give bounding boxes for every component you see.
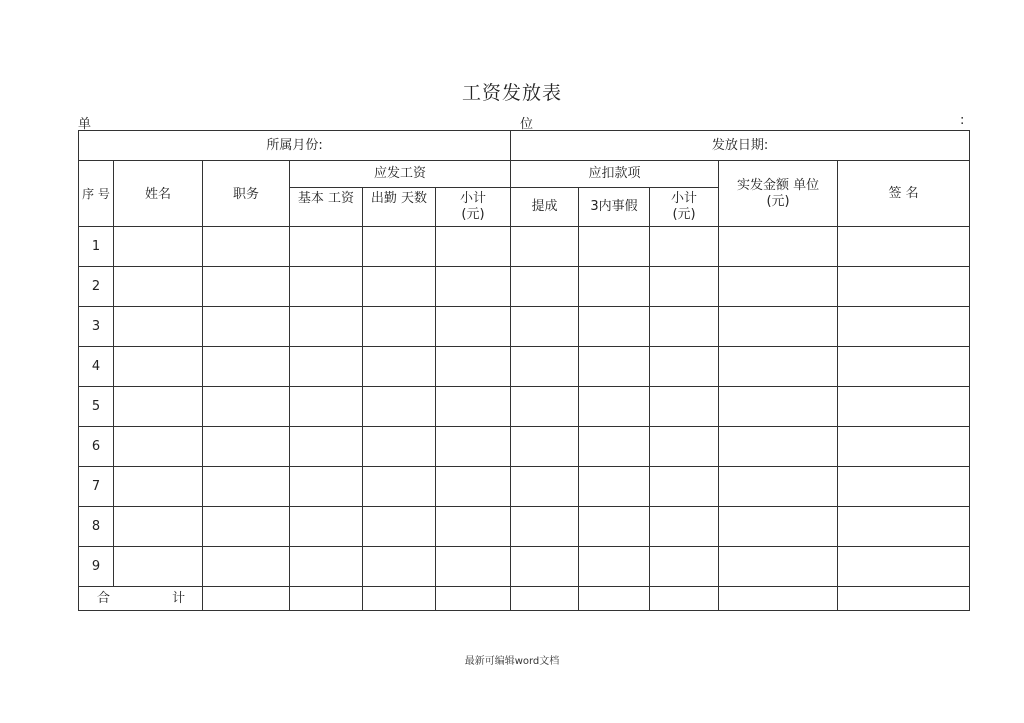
row-number: 5 [79, 387, 114, 427]
table-cell[interactable] [719, 507, 838, 547]
table-cell[interactable] [579, 507, 650, 547]
table-cell[interactable] [650, 387, 719, 427]
table-cell[interactable] [838, 267, 970, 307]
table-cell[interactable] [650, 307, 719, 347]
table-cell[interactable] [363, 427, 436, 467]
total-cell[interactable] [511, 587, 579, 611]
table-cell[interactable] [838, 387, 970, 427]
header-payable-group: 应发工资 [290, 161, 511, 188]
table-row [79, 507, 970, 547]
table-cell[interactable] [579, 267, 650, 307]
total-row [79, 587, 970, 611]
table-row [79, 307, 970, 347]
table-cell[interactable] [363, 387, 436, 427]
table-cell[interactable] [511, 467, 579, 507]
header-net-pay [719, 161, 838, 227]
table-cell[interactable] [203, 347, 290, 387]
table-cell[interactable] [650, 427, 719, 467]
table-cell[interactable] [579, 347, 650, 387]
header-leave: 3内事假 [579, 188, 650, 227]
table-cell[interactable] [290, 547, 363, 587]
table-cell[interactable] [114, 427, 203, 467]
header-row-1 [79, 161, 970, 188]
table-cell[interactable] [838, 547, 970, 587]
row-number: 8 [79, 507, 114, 547]
table-cell[interactable] [719, 427, 838, 467]
table-cell[interactable] [436, 427, 511, 467]
data-rows [79, 227, 970, 587]
table-cell[interactable] [579, 227, 650, 267]
table-cell[interactable] [719, 467, 838, 507]
table-cell[interactable] [363, 467, 436, 507]
table-cell[interactable] [363, 347, 436, 387]
table-cell[interactable] [290, 307, 363, 347]
total-cell[interactable] [650, 587, 719, 611]
table-cell[interactable] [290, 227, 363, 267]
table-row [79, 467, 970, 507]
table-row [79, 267, 970, 307]
table-cell[interactable] [203, 547, 290, 587]
total-cell[interactable] [719, 587, 838, 611]
table-cell[interactable] [114, 547, 203, 587]
table-cell[interactable] [203, 427, 290, 467]
table-cell[interactable] [290, 427, 363, 467]
table-cell[interactable] [290, 387, 363, 427]
table-cell[interactable] [436, 547, 511, 587]
table-cell[interactable] [511, 347, 579, 387]
table-cell[interactable] [719, 227, 838, 267]
table-cell[interactable] [203, 307, 290, 347]
table-cell[interactable] [436, 387, 511, 427]
table-cell[interactable] [114, 507, 203, 547]
total-label-b: 计 [172, 590, 186, 606]
table-cell[interactable] [114, 307, 203, 347]
table-cell[interactable] [203, 227, 290, 267]
table-cell[interactable] [363, 547, 436, 587]
table-cell[interactable] [203, 387, 290, 427]
unit-label-mid: 位 [520, 117, 534, 132]
table-cell[interactable] [114, 227, 203, 267]
table-cell[interactable] [511, 307, 579, 347]
table-cell[interactable] [838, 227, 970, 267]
table-cell[interactable] [719, 387, 838, 427]
total-cell[interactable] [838, 587, 970, 611]
table-cell[interactable] [114, 267, 203, 307]
table-cell[interactable] [290, 467, 363, 507]
table-cell[interactable] [838, 427, 970, 467]
table-cell[interactable] [203, 467, 290, 507]
table-cell[interactable] [838, 347, 970, 387]
date-label: 发放日期: [511, 131, 970, 161]
table-cell[interactable] [511, 427, 579, 467]
header-subtotal-deduct-line2: (元) [672, 207, 696, 222]
table-cell[interactable] [290, 267, 363, 307]
header-deduct-group: 应扣款项 [511, 161, 719, 188]
table-cell[interactable] [436, 507, 511, 547]
header-net-line1: 实发金额 单位 [736, 177, 820, 193]
month-date-row [79, 131, 970, 161]
row-number: 3 [79, 307, 114, 347]
total-cell[interactable] [203, 587, 290, 611]
table-cell[interactable] [511, 547, 579, 587]
table-cell[interactable] [650, 267, 719, 307]
header-base: 基本 工资 [290, 188, 363, 227]
table-row [79, 227, 970, 267]
table-cell[interactable] [436, 267, 511, 307]
row-number: 4 [79, 347, 114, 387]
table-cell[interactable] [579, 467, 650, 507]
table-cell[interactable] [114, 387, 203, 427]
header-attendance: 出勤 天数 [363, 188, 436, 227]
row-number: 9 [79, 547, 114, 587]
table-cell[interactable] [290, 347, 363, 387]
table-cell[interactable] [838, 507, 970, 547]
month-label: 所属月份: [79, 131, 511, 161]
table-cell[interactable] [114, 347, 203, 387]
table-cell[interactable] [114, 467, 203, 507]
table-cell[interactable] [203, 507, 290, 547]
table-cell[interactable] [511, 387, 579, 427]
table-cell[interactable] [363, 227, 436, 267]
table-cell[interactable] [719, 307, 838, 347]
table-row [79, 547, 970, 587]
row-number: 2 [79, 267, 114, 307]
table-cell[interactable] [650, 347, 719, 387]
total-cell[interactable] [436, 587, 511, 611]
header-subtotal-deduct-line1: 小计 [671, 191, 698, 206]
total-label-a: 合 [97, 590, 111, 606]
header-sign: 签 名 [838, 161, 970, 227]
table-cell[interactable] [436, 347, 511, 387]
footer-note: 最新可编辑word文档 [464, 656, 560, 667]
total-cell[interactable] [290, 587, 363, 611]
table-cell[interactable] [436, 227, 511, 267]
table-row [79, 427, 970, 467]
table-row [79, 387, 970, 427]
table-cell[interactable] [363, 507, 436, 547]
table-cell[interactable] [838, 467, 970, 507]
salary-table [78, 130, 970, 611]
header-subtotal-payable-line2: (元) [461, 207, 485, 222]
table-cell[interactable] [436, 307, 511, 347]
table-cell[interactable] [719, 347, 838, 387]
unit-label-colon: : [960, 113, 965, 128]
table-cell[interactable] [579, 387, 650, 427]
header-subtotal-payable-line1: 小计 [460, 191, 487, 206]
total-cell[interactable] [363, 587, 436, 611]
table-cell[interactable] [511, 267, 579, 307]
table-cell[interactable] [838, 307, 970, 347]
table-row [79, 347, 970, 387]
table-cell[interactable] [650, 507, 719, 547]
header-subtotal-deduct [650, 188, 719, 227]
header-seq: 序 号 [79, 161, 114, 227]
table-cell[interactable] [650, 227, 719, 267]
row-number: 6 [79, 427, 114, 467]
table-cell[interactable] [511, 507, 579, 547]
table-cell[interactable] [579, 307, 650, 347]
row-number: 1 [79, 227, 114, 267]
header-position: 职务 [203, 161, 290, 227]
table-cell[interactable] [650, 547, 719, 587]
table-cell[interactable] [203, 267, 290, 307]
table-cell[interactable] [436, 467, 511, 507]
header-subtotal-payable [436, 188, 511, 227]
total-cell[interactable] [579, 587, 650, 611]
header-commission: 提成 [511, 188, 579, 227]
header-net-line2: (元) [766, 193, 790, 209]
table-cell[interactable] [579, 427, 650, 467]
unit-label-left: 单 [78, 117, 92, 132]
table-cell[interactable] [650, 467, 719, 507]
row-number: 7 [79, 467, 114, 507]
header-name: 姓名 [114, 161, 203, 227]
table-cell[interactable] [363, 307, 436, 347]
table-cell[interactable] [719, 547, 838, 587]
table-cell[interactable] [579, 547, 650, 587]
table-cell[interactable] [719, 267, 838, 307]
page-title: 工资发放表 [461, 82, 562, 104]
table-cell[interactable] [363, 267, 436, 307]
table-cell[interactable] [511, 227, 579, 267]
total-label [79, 587, 203, 611]
unit-row [78, 113, 968, 131]
table-cell[interactable] [290, 507, 363, 547]
